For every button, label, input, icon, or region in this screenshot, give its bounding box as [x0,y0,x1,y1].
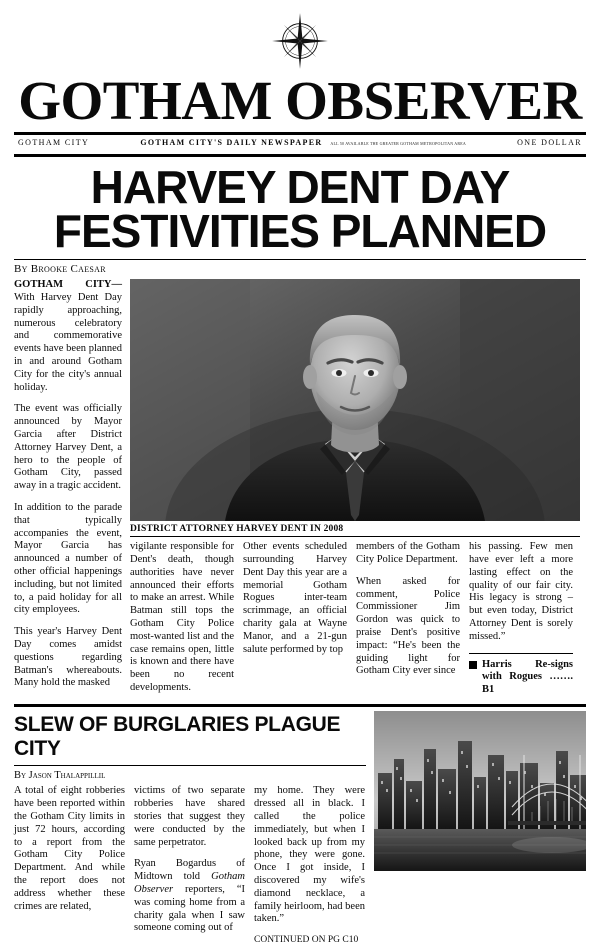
secondary-col2-paragraph-2 [134,858,245,935]
secondary-column-1 [14,785,125,946]
harvey-dent-photo [130,279,580,521]
lead-column-4 [356,541,460,696]
lead-col4-paragraph-1: members of the Gotham City Police Department. [356,541,460,565]
sports-teaser-text: Harris Re-signs with Rogues ……. B1 [482,658,573,695]
secondary-column-2 [134,785,245,946]
secondary-col2-paragraph-1: victims of two separate robberies have shared stories that suggest they were conducted by the same perpetrator. [134,785,245,848]
headline-line-2: FESTIVITIES PLANNED [53,205,547,258]
lead-paragraph-4: This year's Harvey Dent Day comes amidst questions regarding Batman's whereabouts. Many hold the masked [14,626,122,689]
secondary-column-3 [254,785,365,946]
secondary-col2-text-a: Ryan Bogardus of Midtown told [134,858,245,883]
secondary-text-block [14,707,366,946]
continued-note: CONTINUED ON PG C10 [254,935,359,946]
lead-col4-paragraph-2: When asked for comment, Police Commissioner Jim Gordon was quick to praise Dent's positive impact: “He's been the guiding light for Gotham City ever since [356,575,460,677]
lead-paragraph-3: In addition to the parade that typically accompanies the event, Mayor Garcia has announced a number of other official happenings including, but not limited to, a paid holiday for all city employees. [14,501,122,616]
secondary-columns [14,785,366,946]
masthead-subbar [14,135,586,150]
lead-paragraph-1 [14,279,122,394]
lead-column-1 [14,279,122,696]
lead-lower-columns [130,541,580,696]
masthead-city-label: GOTHAM CITY [18,137,90,147]
sports-teaser[interactable] [469,653,573,697]
headline-line-1: HARVEY DENT DAY [90,160,510,213]
compass-rose-icon [271,12,329,70]
secondary-byline: By Jason Thalappillil [14,770,106,782]
lead-col2-paragraph: vigilante responsible for Dent's death, though authorities have never announced their efforts to make an arrest. While Batman still tops the Gotham City Police most-wanted list and the case remains open, little is known and there have been no recent developments. [130,541,234,693]
lead-byline: By Brooke Caesar [14,263,106,276]
lead-col5-paragraph: his passing. Few men have ever left a more lasting effect on the quality of our fair city. His legacy is strong – but even today, District Attorney Dent is sorely missed.” [469,541,573,642]
secondary-col3-paragraph: my home. They were dressed all in black. I called the police immediately, but when I looked back up from my phone, they were gone. Once I got inside, I discovered my wife's diamond necklace, a family heirloom, had been taken.” [254,785,365,925]
photo-caption: DISTRICT ATTORNEY HARVEY DENT IN 2008 [130,521,580,537]
masthead-fine-print: ALL 50 AVAILABLE THE GREATER GOTHAM METROPOLITAN AREA [330,140,466,146]
secondary-article [14,707,586,946]
lead-column-3 [243,541,347,696]
masthead-tagline: GOTHAM CITY'S DAILY NEWSPAPER [140,137,323,147]
dateline: GOTHAM CITY— [14,279,122,291]
skyline-photo [374,711,586,871]
lead-column-5 [469,541,573,696]
masthead-rule-thick-2 [14,154,586,157]
masthead-price-label: ONE DOLLAR [517,137,582,147]
secondary-col1-paragraph: A total of eight robberies have been reported within the Gotham City limits in just 72 hours, according to a report from the Gotham City Police Department. And while the report does not address whether these crimes are related, [14,785,125,912]
paper-name-italic: Gotham Observer [134,871,245,895]
masthead-title: GOTHAM OBSERVER [18,70,582,131]
lead-col3-paragraph: Other events scheduled surrounding Harvey Dent Day this year are a memorial Gotham Rogues inter-team scrimmage, an official charity gala at Wayne Manor, and a 21-gun salute performed by top [243,541,347,655]
lead-paragraph-1-body: With Harvey Dent Day rapidly approaching, numerous celebratory and commemorative events have been planned in and around Gotham City for the city's annual holiday. [14,292,122,393]
skyline-photo-graphic [374,711,586,871]
secondary-headline: SLEW OF BURGLARIES PLAGUE CITY [14,707,366,766]
compass-rose-container [14,10,586,72]
lead-column-2 [130,541,234,696]
lead-photo-block [130,279,580,696]
lead-top-row [14,279,586,696]
bullet-square-icon [469,661,477,669]
secondary-col2-text-b: reporters, “I was coming home from a charity gala when I saw someone coming out of [134,883,245,934]
page-headline [14,160,586,258]
lead-paragraph-2: The event was officially announced by Mayor Garcia after District Attorney Harvey Dent, a hero to the people of Gotham City, passed away in a tragic accident. [14,403,122,492]
harvey-dent-photo-graphic [130,279,580,521]
masthead-center-group [140,138,466,147]
